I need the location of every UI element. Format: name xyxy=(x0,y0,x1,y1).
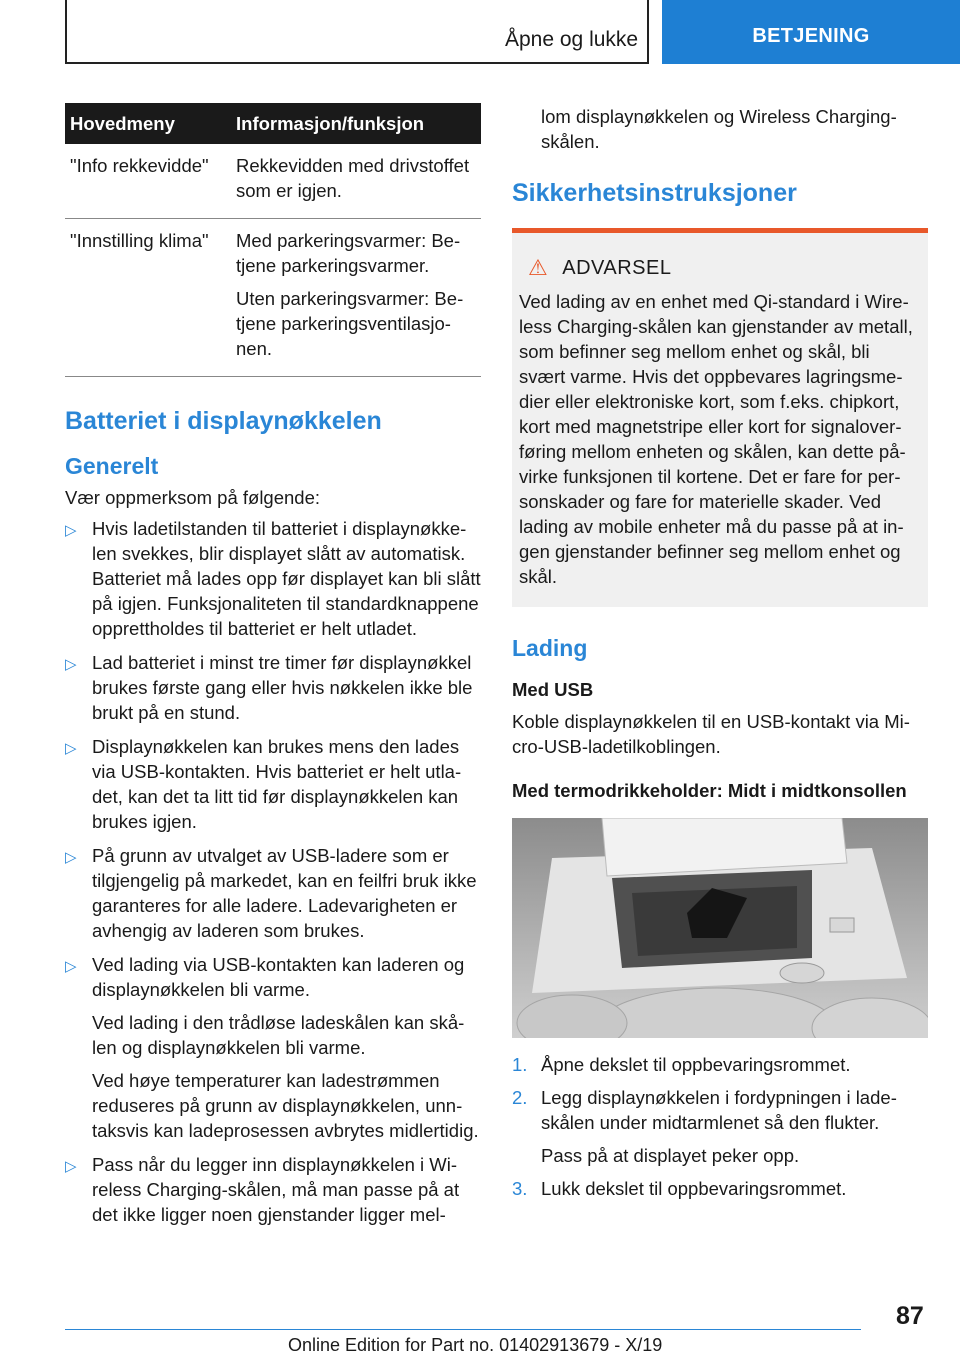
footer-divider xyxy=(65,1329,861,1330)
list-item xyxy=(65,734,481,834)
warning-box xyxy=(512,228,928,607)
step-item xyxy=(512,1085,928,1168)
header-frame-left xyxy=(65,0,67,64)
footer-edition: Online Edition for Part no. 01402913679 - X/19 xyxy=(288,1335,663,1355)
left-column xyxy=(65,103,481,1236)
table-row xyxy=(65,219,481,377)
warning-title xyxy=(519,255,920,281)
continuation-text: lom displaynøkkelen og Wireless Charging-skålen. xyxy=(541,106,897,152)
usb-text: Koble displaynøkkelen til en USB-kontakt via Micro-USB-ladetilkoblingen. xyxy=(512,711,910,757)
header-frame-bottom xyxy=(65,62,649,64)
bullet-list xyxy=(65,516,481,1227)
list-item-text: Displaynøkkelen kan brukes mens den lades via USB-kontakten. Hvis batteriet er helt utladet, kan det ta litt tid før displaynøkkelen kan brukes igjen. xyxy=(92,736,462,832)
header-frame-right xyxy=(647,0,649,64)
table-cell-text: Uten parkeringsvarmer: Betjene parkeringsventilasjonen. xyxy=(236,288,464,359)
list-item xyxy=(65,843,481,943)
table-cell-menu: "Info rekkevidde" xyxy=(65,144,230,219)
warning-label: ADVARSEL xyxy=(562,256,672,279)
table-header-menu: Hovedmeny xyxy=(65,103,230,144)
list-item-text: Lad batteriet i minst tre timer før displaynøkkel brukes første gang eller hvis nøkkelen ikke ble brukt på en stund. xyxy=(92,652,473,723)
bullet-triangle-icon: ▷ xyxy=(65,522,77,539)
list-item xyxy=(65,1152,481,1227)
holder-heading: Med termodrikkeholder: Midt i midtkonsollen xyxy=(512,780,907,801)
list-item-extra: Ved høye temperaturer kan ladestrømmen reduseres på grunn av displaynøkkelen, unntaksvis kan ladeprosessen avbrytes midlertidig. xyxy=(92,1070,479,1141)
list-item-extra: Ved lading i den trådløse ladeskålen kan skålen og displaynøkkelen bli varme. xyxy=(92,1012,465,1058)
list-item-text: På grunn av utvalget av USB-ladere som er tilgjengelig på markedet, kan en feilfri bruk ikke garanteres for alle ladere. Ladevarigheten er avhengig av laderen som brukes. xyxy=(92,845,477,941)
chapter-tab[interactable]: BETJENING xyxy=(662,0,960,64)
step-number: 2. xyxy=(512,1087,528,1108)
list-item-text: Ved lading via USB-kontakten kan laderen og displaynøkkelen bli varme. xyxy=(92,954,465,1000)
general-heading: Generelt xyxy=(65,453,159,479)
step-item xyxy=(512,1052,928,1077)
console-photo xyxy=(512,818,928,1038)
warning-text: Ved lading av en enhet med Qi-standard i Wireless Charging-skålen kan gjenstander av metall, som befinner seg mellom enhet og skål, bli svært varme. Hvis det oppbevares lagringsmedier eller elektroniske kort, som f.eks. chipkort, kort med magnetstripe eller kort for signaloverføring mellom enheten og skålen, kan dette påvirke funksjonen til kortene. Det er fare for personskader og fare for materielle skader. Ved lading av mobile enheter må du passe på at ingen gjenstander befinner seg mellom enhet og skål. xyxy=(519,291,913,587)
table-cell-info xyxy=(230,219,481,377)
bullet-triangle-icon: ▷ xyxy=(65,849,77,866)
table-cell-text: Med parkeringsvarmer: Betjene parkeringsvarmer. xyxy=(236,230,461,276)
bullet-triangle-icon: ▷ xyxy=(65,740,77,757)
safety-heading: Sikkerhetsinstruksjoner xyxy=(512,179,797,207)
battery-heading: Batteriet i displaynøkkelen xyxy=(65,407,382,435)
lading-heading: Lading xyxy=(512,635,588,661)
table-header-info: Informasjon/funksjon xyxy=(230,103,481,144)
step-text: Legg displaynøkkelen i fordypningen i ladeskålen under midtarmlenet så den flukter. xyxy=(541,1087,897,1133)
step-number: 3. xyxy=(512,1178,528,1199)
bullet-triangle-icon: ▷ xyxy=(65,1158,77,1175)
step-number: 1. xyxy=(512,1054,528,1075)
table-row xyxy=(65,144,481,219)
step-text: Åpne dekslet til oppbevaringsrommet. xyxy=(541,1054,851,1075)
right-column xyxy=(512,103,928,1209)
section-title: Åpne og lukke xyxy=(505,28,639,51)
intro-text: Vær oppmerksom på følgende: xyxy=(65,487,321,508)
list-item-text: Pass når du legger inn displaynøkkelen i Wireless Charging-skålen, må man passe på at det ikke ligger noen gjenstander ligger mel- xyxy=(92,1154,460,1225)
step-text: Lukk dekslet til oppbevaringsrommet. xyxy=(541,1178,847,1199)
step-extra: Pass på at displayet peker opp. xyxy=(541,1145,800,1166)
list-item xyxy=(65,952,481,1143)
table-cell-info xyxy=(230,144,481,219)
list-item-text: Hvis ladetilstanden til batteriet i displaynøkkelen svekkes, blir displayet slått av automatisk. Batteriet må lades opp før displayet kan bli slått på igjen. Funksjonaliteten til standardknappene opprettholdes til batteriet er helt utladet. xyxy=(92,518,481,639)
warning-triangle-icon: ⚠ xyxy=(528,255,549,280)
menu-table xyxy=(65,103,481,377)
list-item xyxy=(65,650,481,725)
bullet-triangle-icon: ▷ xyxy=(65,958,77,975)
list-item xyxy=(65,516,481,641)
table-cell-menu: "Innstilling klima" xyxy=(65,219,230,377)
table-cell-text: Rekkevidden med drivstoffet som er igjen. xyxy=(236,155,470,201)
page-number: 87 xyxy=(896,1302,924,1330)
steps-list xyxy=(512,1052,928,1201)
table-header-row xyxy=(65,103,481,144)
usb-heading: Med USB xyxy=(512,679,594,700)
bullet-triangle-icon: ▷ xyxy=(65,656,77,673)
step-item xyxy=(512,1176,928,1201)
